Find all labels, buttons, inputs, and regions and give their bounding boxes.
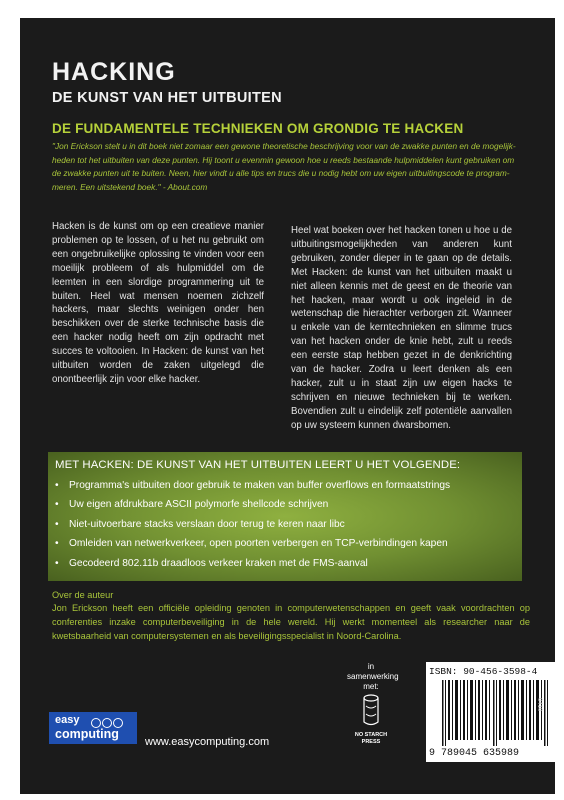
feature-item xyxy=(55,476,450,495)
feature-box xyxy=(48,452,522,581)
book-subtitle: DE KUNST VAN HET UITBUITEN xyxy=(52,90,282,106)
easy-computing-logo xyxy=(49,712,137,744)
description-left-column: Hacken is de kunst om op een creatieve manier problemen op te lossen, of u het nu gebruikt om een ongebruikelijke oplossing te vinden voor een moeilijk probleem of als hulpmiddel om de leemten in een slordige programmering uit te buiten. Heel wat mensen noemen zichzelf hackers, maar slechts weinigen onder hen beschikken over de sterke technische basis die een hacker nodig heeft om zijn opdracht met succes te voltooien. In Hacken: de kunst van het uitbuiten worden de zaken uitgelegd die onontbeerlijk zijn voor elke hacker. xyxy=(52,221,264,385)
tagline: DE FUNDAMENTELE TECHNIEKEN OM GRONDIG TE HACKEN xyxy=(52,121,464,136)
no-starch-press-logo-icon xyxy=(360,694,382,730)
feature-item xyxy=(55,495,450,514)
barcode-number: 9 789045 635989 xyxy=(429,748,520,759)
barcode-icon xyxy=(442,680,548,746)
feature-text: Programma's uitbuiten door gebruik te maken van buffer overflows en formaatstrings xyxy=(69,480,451,491)
bullet-icon: • xyxy=(55,480,59,491)
feature-item xyxy=(55,534,450,553)
bullet-icon: • xyxy=(55,518,59,530)
cooperation-label: in samenwerking met: xyxy=(347,662,399,691)
review-quote xyxy=(52,140,518,194)
author-bio: Jon Erickson heeft een officiële opleiding genoten in computerwetenschappen en geeft vaak voordrachten op conferenties inzake computerbeveiliging in de hele wereld. Hij werkt momenteel als researcher naar de kwetsbaarheid van computersystemen en als beveiligingsspecialist in Noord-Carolina. xyxy=(52,603,530,641)
back-cover xyxy=(20,18,555,794)
bullet-icon: • xyxy=(55,557,59,569)
feature-text: Niet-uitvoerbare stacks verslaan door terug te keren naar libc xyxy=(69,518,345,530)
product-code: 0410 xyxy=(536,698,542,712)
feature-box-heading: MET HACKEN: DE KUNST VAN HET UITBUITEN LEERT U HET VOLGENDE: xyxy=(55,459,461,471)
isbn-number: ISBN: 90-456-3598-4 xyxy=(429,666,538,677)
quote-line: "Jon Erickson stelt u in dit boek niet zomaar een gewone theoretische beschrijving voor van de zwakke punten en de mogelijk- xyxy=(52,141,516,151)
quote-line: heden tot het uitbuiten van deze punten. Hij toont u evenmin gewoon hoe u reeds bestaande hulpmiddelen kunt gebruiken om xyxy=(52,154,515,165)
isbn-barcode-box xyxy=(426,662,555,762)
logo-computing-text: computing xyxy=(55,727,119,741)
bullet-icon: • xyxy=(55,538,59,550)
feature-text: Gecodeerd 802.11b draadloos verkeer kraken met de FMS-aanval xyxy=(69,557,368,569)
bullet-icon: • xyxy=(55,499,59,511)
feature-list xyxy=(55,476,450,573)
author-heading: Over de auteur xyxy=(52,590,114,600)
publisher-url: www.easycomputing.com xyxy=(145,736,270,748)
feature-text: Uw eigen afdrukbare ASCII polymorfe shellcode schrijven xyxy=(69,499,329,511)
quote-line: de zwakke punten uit te buiten. Neen, hier vindt u alle tips en trucs die u nodig hebt om uw eigen uitbuitingscode te program- xyxy=(52,168,510,179)
feature-item xyxy=(55,515,450,534)
feature-text: Omleiden van netwerkverkeer, open poorten verbergen en TCP-verbindingen kapen xyxy=(69,538,448,550)
quote-line: meren. Een uitstekend boek." - About.com xyxy=(52,181,208,192)
no-starch-press-text: NO STARCH PRESS xyxy=(354,732,388,745)
description-right-column: Heel wat boeken over het hacken tonen u hoe u de uitbuitingsmogelijkheden van anderen kunt gebruiken, zonder dieper in te gaan op de details. Met Hacken: de kunst van het uitbuiten maakt u niet alleen kennis met de geest en de theorie van het hacken, maar wordt u ook ingeleid in de wetenschap die hierachter verborgen zit. Wanneer u enkele van de kerntechnieken en slimme trucs van het hacken onder de knie hebt, zult u reeds een eerste stap hebben gezet in de denkrichting van de hacker. Zodra u leert denken als een hacker, zult u in staat zijn uw eigen hacks te schrijven en nieuwe technieken bij te werken. Bovendien zult u eindelijk zelf potentiële aanvallen op uw systeem kunnen dwarsbomen. xyxy=(291,225,512,431)
feature-item xyxy=(55,554,450,573)
logo-easy-text: easy xyxy=(55,714,80,726)
book-title: HACKING xyxy=(52,58,176,86)
